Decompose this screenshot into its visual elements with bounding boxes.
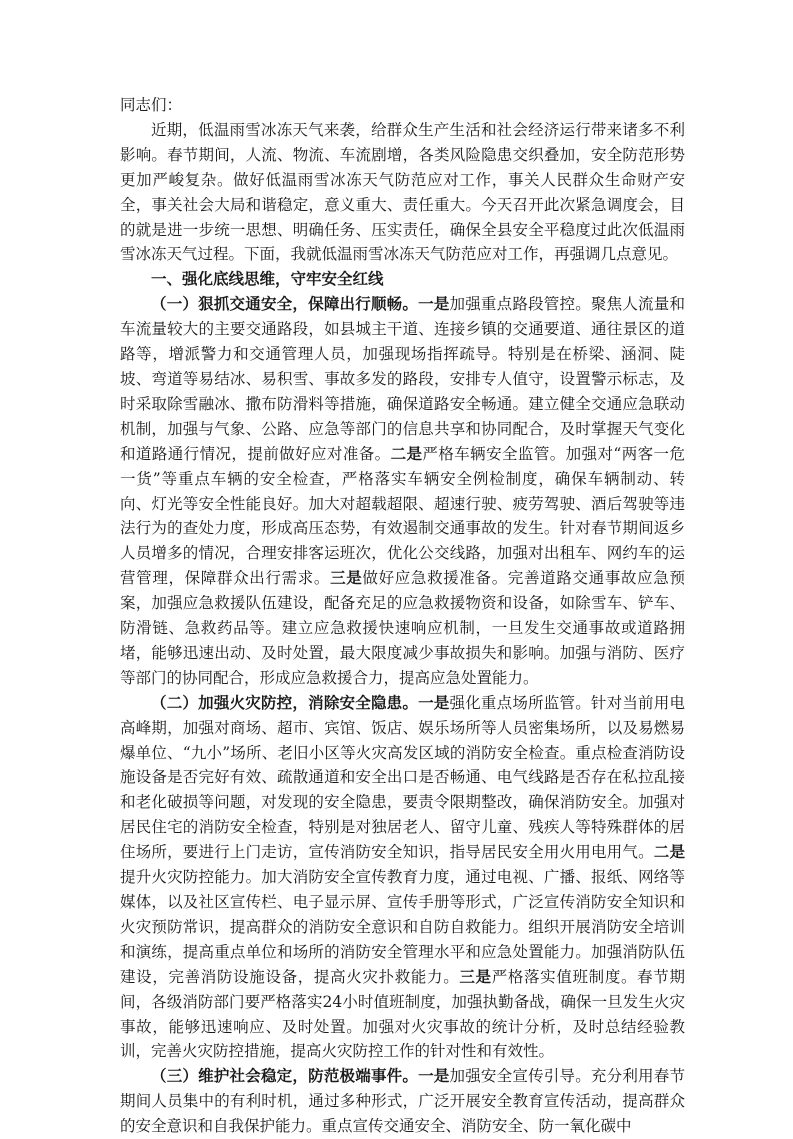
marker-3: 三是 bbox=[330, 568, 363, 588]
marker-3: 三是 bbox=[459, 966, 492, 986]
subsection-title-2: （二）加强火灾防控，消除安全隐患。 bbox=[151, 692, 419, 712]
marker-2: 二是 bbox=[653, 842, 685, 862]
paragraph-text: 加强重点路段管控。聚焦人流量和车流量较大的主要交通路段，如县城主干道、连接乡镇的交通要道、通往景区的道路等，增派警力和交通管理人员，加强现场指挥疏导。特别是在桥梁、涵洞、陡坡、弯道等易结冰、易积雪、事故多发的路段，安排专人值守，设置警示标志，及时采取除雪融冰、撒布防滑料等措施，确保道路安全畅通。建立健全交通应急联动机制，加强与气象、公路、应急等部门的信息共享和协同配合，及时掌握天气变化和道路通行情况，提前做好应对准备。 bbox=[120, 295, 685, 463]
marker-2: 二是 bbox=[390, 443, 423, 463]
paragraph-text: 严格车辆安全监管。加强对“两客一危一货”等重点车辆的安全检查，严格落实车辆安全例检制度，确保车辆制动、转向、灯光等安全性能良好。加大对超载超限、超速行驶、疲劳驾驶、酒后驾驶等违法行为的查处力度，形成高压态势，有效遏制交通事故的发生。针对春节期间返乡人员增多的情况，合理安排客运班次，优化公交线路，加强对出租车、网约车的运营管理，保障群众出行需求。 bbox=[120, 444, 685, 588]
intro-paragraph: 近期，低温雨雪冰冻天气来袭，给群众生产生活和社会经济运行带来诸多不利影响。春节期间，人流、物流、车流剧增，各类风险隐患交织叠加，安全防范形势更加严峻复杂。做好低温雨雪冰冻天气防范应对工作，事关人民群众生命财产安全，事关社会大局和谐稳定，意义重大、责任重大。今天召开此次紧急调度会，目的就是进一步统一思想、明确任务、压实责任，确保全县安全平稳度过此次低温雨雪冰冻天气过程。下面，我就低温雨雪冰冻天气防范应对工作，再强调几点意见。 bbox=[120, 120, 685, 264]
greeting: 同志们： bbox=[120, 96, 183, 114]
paragraph-text: 加强安全宣传引导。充分利用春节期间人员集中的有利时机，通过多种形式，广泛开展安全教育宣传活动，提高群众的安全意识和自我保护能力。重点宣传交通安全、消防安全、防一氧化碳中 bbox=[120, 1067, 685, 1136]
subsection-title-1: （一）狠抓交通安全，保障出行顺畅。 bbox=[151, 294, 419, 314]
subsection-title-3: （三）维护社会稳定，防范极端事件。 bbox=[151, 1066, 419, 1086]
paragraph-fire-safety bbox=[120, 691, 685, 1065]
paragraph-text: 严格落实值班制度。春节期间，各级消防部门要严格落实24小时值班制度，加强执勤备战，确保一旦发生火灾事故，能够迅速响应、及时处置。加强对火灾事故的统计分析，及时总结经验教训，完善火灾防控措施，提高火灾防控工作的针对性和有效性。 bbox=[120, 967, 685, 1061]
marker-1: 一是 bbox=[418, 294, 450, 314]
paragraph-traffic-safety bbox=[120, 292, 685, 691]
paragraph-social-stability bbox=[120, 1064, 685, 1139]
paragraph-text: 强化重点场所监管。针对当前用电高峰期，加强对商场、超市、宾馆、饭店、娱乐场所等人员密集场所，以及易燃易爆单位、“九小”场所、老旧小区等火灾高发区域的消防安全检查。重点检查消防设施设备是否完好有效、疏散通道和安全出口是否畅通、电气线路是否存在私拉乱接和老化破损等问题，对发现的安全隐患，要责令限期整改，确保消防安全。加强对居民住宅的消防安全检查，特别是对独居老人、留守儿童、残疾人等特殊群体的居住场所，要进行上门走访，宣传消防安全知识，指导居民安全用火用电用气。 bbox=[120, 693, 685, 862]
marker-1: 一是 bbox=[418, 692, 450, 712]
paragraph-text: 做好应急救援准备。完善道路交通事故应急预案，加强应急救援队伍建设，配备充足的应急救援物资和设备，如除雪车、铲车、防滑链、急救药品等。建立应急救援快速响应机制，一旦发生交通事故或道路拥堵，能够迅速出动、及时处置，最大限度减少事故损失和影响。加强与消防、医疗等部门的协同配合，形成应急救援合力，提高应急处置能力。 bbox=[120, 569, 685, 687]
paragraph-text: 提升火灾防控能力。加大消防安全宣传教育力度，通过电视、广播、报纸、网络等媒体，以及社区宣传栏、电子显示屏、宣传手册等形式，广泛宣传消防安全知识和火灾预防常识，提高群众的消防安全意识和自防自救能力。组织开展消防安全培训和演练，提高重点单位和场所的消防安全管理水平和应急处置能力。加强消防队伍建设，完善消防设施设备，提高火灾扑救能力。 bbox=[120, 868, 685, 986]
marker-1: 一是 bbox=[418, 1066, 450, 1086]
section-heading-1: 一、强化底线思维，守牢安全红线 bbox=[151, 269, 384, 289]
document-page bbox=[120, 93, 685, 1139]
